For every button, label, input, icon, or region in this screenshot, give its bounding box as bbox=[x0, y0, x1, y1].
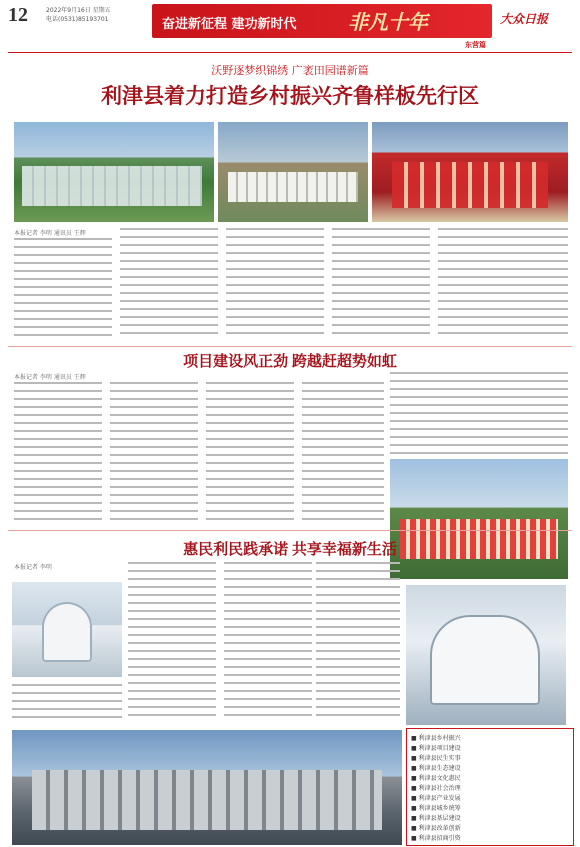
phone-line: 电话(0531)85193701 bbox=[46, 16, 109, 23]
article2-body-col2 bbox=[110, 382, 198, 522]
article1-kicker: 沃野逐梦织锦绣 广袤田园谱新篇 bbox=[211, 64, 369, 77]
article1-photo-village bbox=[218, 122, 368, 222]
header-rule bbox=[8, 52, 572, 53]
banner-slogan: 奋进新征程 建功新时代 bbox=[162, 17, 297, 32]
section-rule-2 bbox=[8, 530, 572, 531]
page-number: 12 bbox=[8, 4, 28, 26]
caption-box bbox=[406, 728, 574, 846]
article3-body-col1 bbox=[128, 562, 216, 722]
caption-line: ■ 利津县文化惠民 bbox=[411, 775, 461, 782]
caption-line: ■ 利津县生态建设 bbox=[411, 765, 461, 772]
special-banner bbox=[152, 4, 492, 49]
banner-edition: 东营篇 bbox=[465, 41, 486, 49]
article2-headline: 项目建设风正劲 跨越赶超势如虹 bbox=[183, 354, 397, 370]
article1-headline: 利津县着力打造乡村振兴齐鲁样板先行区 bbox=[101, 84, 479, 108]
caption-line: ■ 利津县基层建设 bbox=[411, 815, 461, 822]
paper-logo: 大众日报 bbox=[500, 12, 549, 26]
article1-body-col2 bbox=[120, 228, 218, 338]
article1-body-col4 bbox=[332, 228, 430, 338]
article3-photo-city bbox=[12, 730, 402, 845]
caption-line: ■ 利津县改革创新 bbox=[411, 825, 461, 832]
caption-line: ■ 利津县民生实事 bbox=[411, 755, 461, 762]
article1-byline: 本报记者 李明 通讯员 王辉 bbox=[14, 230, 86, 237]
section-rule-1 bbox=[8, 346, 572, 347]
article3-body-col3 bbox=[316, 562, 400, 722]
article2-body-col1 bbox=[14, 382, 102, 522]
article3-photo-medical bbox=[12, 582, 122, 677]
article1-body-col3 bbox=[226, 228, 324, 338]
article2-photo-construction bbox=[390, 459, 568, 579]
article3-body-col0 bbox=[12, 684, 122, 724]
page-header bbox=[0, 0, 580, 49]
caption-line: ■ 利津县招商引资 bbox=[411, 835, 461, 842]
article2-byline: 本报记者 李明 通讯员 王辉 bbox=[14, 374, 86, 381]
date-line: 2022年9月16日 星期五 bbox=[46, 7, 111, 14]
article2-body-col5 bbox=[390, 372, 568, 454]
article1-photo-greenhouses bbox=[14, 122, 214, 222]
article3-headline: 惠民利民践承诺 共享幸福新生活 bbox=[183, 542, 397, 558]
article3-body-col2 bbox=[224, 562, 312, 722]
article1-body-col1 bbox=[14, 238, 112, 338]
caption-line: ■ 利津县乡村振兴 bbox=[411, 735, 461, 742]
caption-line: ■ 利津县社会治理 bbox=[411, 785, 461, 792]
article1-body-col5 bbox=[438, 228, 568, 338]
article3-photo-doctor bbox=[406, 585, 566, 725]
article2-body-col4 bbox=[302, 382, 384, 522]
caption-line: ■ 利津县城乡统筹 bbox=[411, 805, 461, 812]
article1-photo-festival bbox=[372, 122, 568, 222]
caption-line: ■ 利津县产业发展 bbox=[411, 795, 461, 802]
page-meta bbox=[46, 6, 111, 24]
article3-byline: 本报记者 李明 bbox=[14, 564, 52, 571]
article2-body-col3 bbox=[206, 382, 294, 522]
caption-line: ■ 利津县项目建设 bbox=[411, 745, 461, 752]
banner-title: 非凡十年 bbox=[348, 12, 428, 34]
